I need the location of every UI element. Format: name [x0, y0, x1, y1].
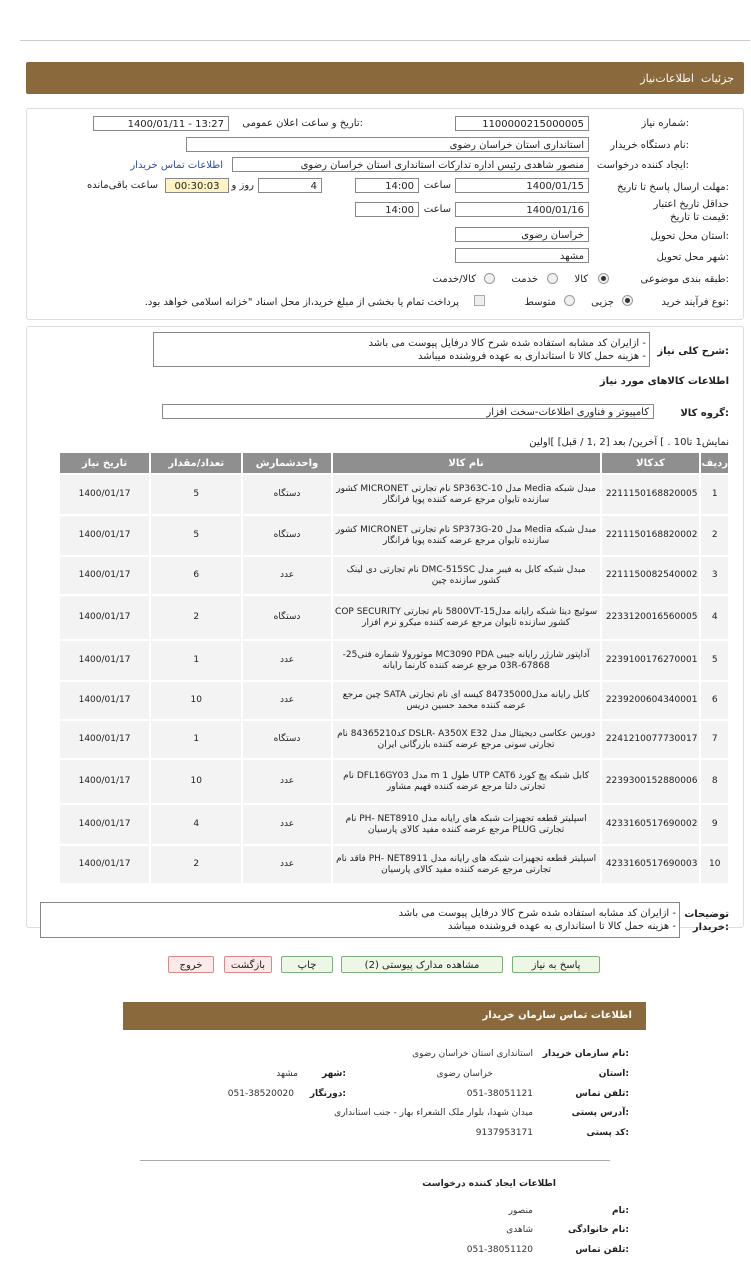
phone-label: تلفن تماس: [575, 1089, 629, 1099]
days-label: روز و [231, 180, 254, 191]
org-value: استانداری استان خراسان رضوی [412, 1049, 533, 1059]
cell-code: 4233160517690003 [602, 846, 700, 883]
phone-value: 051-38051121 [466, 1089, 533, 1099]
cell-qty: 1 [151, 641, 241, 680]
summary-line-2: - هزینه حمل کالا تا استانداری به عهده فروشنده میباشد [417, 351, 646, 362]
cell-unit: دستگاه [243, 721, 330, 758]
cell-code: 2211150168820005 [602, 475, 700, 514]
col-date: تاریخ نیاز [60, 453, 149, 473]
cell-unit: عدد [243, 805, 330, 844]
print-button[interactable]: چاپ [281, 956, 333, 973]
paging[interactable]: نمایش1 تا10 . ] آخرین/ بعد [2 ,1 / قبل] ]اولین [529, 437, 729, 448]
col-row: ردیف [701, 453, 728, 473]
top-divider [20, 40, 750, 41]
cell-unit: عدد [243, 641, 330, 680]
province-label: استان محل تحویل: [650, 231, 729, 242]
cell-date: 1400/01/17 [60, 721, 149, 758]
validity-label: حداقل تاریخ اعتبار قیمت تا تاریخ: [653, 199, 729, 223]
table-row [60, 596, 728, 639]
validity-time-field: 14:00 [355, 202, 419, 217]
cell-row: 10 [701, 846, 728, 883]
creator-info-title: اطلاعات ایجاد کننده درخواست [422, 1179, 556, 1189]
creator-phone-label: تلفن تماس: [575, 1245, 629, 1255]
table-header-row [60, 453, 728, 473]
category-label: طبقه بندی موضوعی: [640, 274, 729, 285]
buyer-org-label: نام دستگاه خریدار: [610, 140, 689, 151]
table-row [60, 846, 728, 883]
cell-name: کابل رایانه مدل84735000 کیسه ای نام تجارتی SATA چین مرجع عرضه کننده محمد حسین دریس [333, 682, 600, 719]
deadline-time-label: ساعت [423, 180, 451, 191]
header-bar [26, 62, 744, 94]
cell-name: مبدل شبکه Media مدل SP363C-10 نام تجارتی MICRONET کشور سازنده تایوان مرجع عرضه کننده پویا فرانگار [333, 475, 600, 514]
cell-unit: عدد [243, 682, 330, 719]
creator-phone-value: 051-38051120 [466, 1245, 533, 1255]
cell-name: کابل شبکه پچ کورد UTP CAT6 طول 1 m مدل DFL16GY03 نام تجارتی دلتا مرجع عرضه کننده فهیم مشاور [333, 760, 600, 803]
category-goods-service-label: کالا/خدمت [432, 274, 476, 285]
postal-label: کد پستی: [586, 1128, 629, 1138]
contact-city-value: مشهد [276, 1069, 298, 1079]
col-name: نام کالا [333, 453, 600, 473]
cell-row: 6 [701, 682, 728, 719]
contact-divider [140, 1160, 610, 1161]
city-label: شهر محل تحویل: [656, 252, 729, 263]
cell-name: مبدل شبکه کابل به فیبر مدل DMC-515SC نام تجارتی دی لینک کشور سازنده چین [333, 557, 600, 594]
postal-value: 9137953171 [475, 1128, 533, 1138]
cell-row: 5 [701, 641, 728, 680]
cell-code: 2239300152880006 [602, 760, 700, 803]
cell-code: 2241210077730017 [602, 721, 700, 758]
goods-group-field: کامپیوتر و فناوری اطلاعات-سخت افزار [162, 404, 654, 419]
treasury-checkbox[interactable] [474, 295, 485, 306]
cell-row: 1 [701, 475, 728, 514]
cell-qty: 2 [151, 596, 241, 639]
validity-date-field: 1400/01/16 [455, 202, 589, 217]
table-row [60, 475, 728, 514]
cell-date: 1400/01/17 [60, 682, 149, 719]
cell-qty: 5 [151, 475, 241, 514]
cell-qty: 10 [151, 682, 241, 719]
goods-table [58, 451, 730, 885]
creator-label: ایجاد کننده درخواست: [596, 160, 689, 171]
cell-date: 1400/01/17 [60, 641, 149, 680]
buyer-notes-label: توضیحات خریدار: [684, 909, 729, 933]
cell-row: 8 [701, 760, 728, 803]
cell-date: 1400/01/17 [60, 760, 149, 803]
reply-button[interactable]: پاسخ به نیاز [512, 956, 600, 973]
cell-unit: دستگاه [243, 516, 330, 555]
category-goods-label: کالا [574, 274, 588, 285]
goods-group-label: گروه کالا: [680, 408, 729, 419]
need-number-field: 1100000215000005 [455, 116, 589, 131]
buyer-notes-line-1: - ازایران کد مشابه استفاده شده شرح کالا درفایل پیوست می باشد [398, 908, 676, 919]
creator-name-label: نام: [612, 1206, 629, 1216]
creator-family-value: شاهدی [506, 1225, 533, 1235]
cell-qty: 1 [151, 721, 241, 758]
process-medium-label: متوسط [524, 297, 556, 308]
cell-date: 1400/01/17 [60, 846, 149, 883]
cell-row: 7 [701, 721, 728, 758]
contact-province-value: خراسان رضوی [436, 1069, 493, 1079]
table-row [60, 805, 728, 844]
address-label: آدرس پستی: [571, 1108, 629, 1118]
contact-title: اطلاعات تماس سازمان خریدار [482, 1010, 632, 1021]
process-medium-radio[interactable] [564, 295, 575, 306]
cell-date: 1400/01/17 [60, 557, 149, 594]
cell-row: 9 [701, 805, 728, 844]
col-qty: تعداد/مقدار [151, 453, 241, 473]
need-number-label: شماره نیاز: [641, 118, 689, 129]
creator-name-value: منصور [508, 1206, 533, 1216]
cell-qty: 4 [151, 805, 241, 844]
cell-code: 2239100176270001 [602, 641, 700, 680]
col-code: کدکالا [602, 453, 700, 473]
cell-date: 1400/01/17 [60, 596, 149, 639]
table-row [60, 760, 728, 803]
cell-name: مبدل شبکه Media مدل SP373G-20 نام تجارتی MICRONET کشور سازنده تایوان مرجع عرضه کننده پویا فرانگار [333, 516, 600, 555]
tab-need-info[interactable]: اطلاعات‌نیاز [640, 72, 694, 85]
address-value: میدان شهدا، بلوار ملک الشعراء بهار - جنب استانداری [334, 1108, 533, 1118]
attachments-button[interactable]: مشاهده مدارک پیوستی (2) [341, 956, 503, 973]
creator-family-label: نام خانوادگی: [567, 1225, 629, 1235]
cell-qty: 10 [151, 760, 241, 803]
exit-button[interactable]: خروج [168, 956, 214, 973]
contact-province-label: استان: [598, 1069, 629, 1079]
cell-qty: 6 [151, 557, 241, 594]
fax-label: دورنگار: [309, 1089, 346, 1099]
category-goods-service-radio[interactable] [484, 273, 495, 284]
buyer-notes-line-2: - هزینه حمل کالا تا استانداری به عهده فروشنده میباشد [447, 921, 676, 932]
cell-row: 3 [701, 557, 728, 594]
cell-row: 2 [701, 516, 728, 555]
deadline-date-field: 1400/01/15 [455, 178, 589, 193]
cell-name: اسپلیتر قطعه تجهیزات شبکه های رایانه مدل PH- NET8910 نام تجارتی PLUG مرجع عرضه کننده مفید کالای پارسیان [333, 805, 600, 844]
announce-field: 1400/01/11 - 13:27 [93, 116, 229, 131]
cell-code: 2233120016560005 [602, 596, 700, 639]
cell-name: سوئیچ دیتا شبکه رایانه مدل15-5800VT نام تجارتی COP SECURITY کشور سازنده تایوان مرجع عرضه کننده میکرو نرم افزار [333, 596, 600, 639]
buyer-contact-link[interactable]: اطلاعات تماس خریدار [130, 160, 223, 171]
org-label: نام سازمان خریدار: [542, 1049, 629, 1059]
remaining-timer: 00:30:03 [165, 178, 229, 193]
cell-name: اسپلیتر قطعه تجهیزات شبکه های رایانه مدل PH- NET8911 فاقد نام تجارتی مرجع عرضه کننده مفید کالای پارسیان [333, 846, 600, 883]
cell-date: 1400/01/17 [60, 805, 149, 844]
cell-name: آداپتور شارژر رایانه جیبی MC3090 PDA موتورولا شماره فنی25-67868-03R مرجع عرضه کننده کارنما رایانه [333, 641, 600, 680]
process-label: نوع فرآیند خرید: [661, 297, 729, 308]
back-button[interactable]: بازگشت [224, 956, 272, 973]
cell-code: 2211150082540002 [602, 557, 700, 594]
cell-unit: عدد [243, 760, 330, 803]
city-field: مشهد [455, 248, 589, 263]
table-row [60, 721, 728, 758]
col-unit: واحدشمارش [243, 453, 330, 473]
payment-note: پرداخت تمام یا بخشی از مبلغ خرید،از محل اسناد "خزانه اسلامی خواهد بود. [144, 297, 459, 308]
cell-unit: دستگاه [243, 475, 330, 514]
cell-row: 4 [701, 596, 728, 639]
buyer-org-field: استانداری استان خراسان رضوی [186, 137, 589, 152]
table-row [60, 557, 728, 594]
table-row [60, 516, 728, 555]
cell-qty: 2 [151, 846, 241, 883]
remaining-label: ساعت باقی‌مانده [86, 180, 158, 191]
contact-city-label: شهر: [322, 1069, 346, 1079]
cell-unit: عدد [243, 846, 330, 883]
goods-info-title: اطلاعات کالاهای مورد نیاز [599, 376, 729, 387]
contact-header [123, 1002, 646, 1030]
category-service-radio[interactable] [547, 273, 558, 284]
cell-unit: عدد [243, 557, 330, 594]
category-goods-radio[interactable] [598, 273, 609, 284]
cell-qty: 5 [151, 516, 241, 555]
table-row [60, 641, 728, 680]
province-field: خراسان رضوی [455, 227, 589, 242]
days-field: 4 [258, 178, 322, 193]
announce-label: تاریخ و ساعت اعلان عمومی: [242, 118, 363, 129]
cell-code: 4233160517690002 [602, 805, 700, 844]
cell-code: 2239200604340001 [602, 682, 700, 719]
process-partial-radio[interactable] [622, 295, 633, 306]
cell-date: 1400/01/17 [60, 475, 149, 514]
summary-line-1: - ازایران کد مشابه استفاده شده شرح کالا درفایل پیوست می باشد [368, 338, 646, 349]
deadline-label: مهلت ارسال پاسخ تا تاریخ: [617, 182, 729, 193]
table-row [60, 682, 728, 719]
cell-name: دوربین عکاسی دیجیتال مدل DSLR- A350X E32 کد84365210 نام تجارتی سونی مرجع عرضه کننده بازرگانی ایران [333, 721, 600, 758]
deadline-time-field: 14:00 [355, 178, 419, 193]
process-partial-label: جزیی [591, 297, 614, 308]
cell-date: 1400/01/17 [60, 516, 149, 555]
fax-value: 051-38520020 [227, 1089, 294, 1099]
tab-details[interactable]: جزئیات [701, 72, 734, 85]
creator-field: منصور شاهدی رئیس اداره تدارکات استانداری استان خراسان رضوی [232, 157, 589, 172]
category-service-label: خدمت [511, 274, 538, 285]
cell-code: 2211150168820002 [602, 516, 700, 555]
validity-time-label: ساعت [423, 204, 451, 215]
summary-label: شرح کلی نیاز: [657, 346, 729, 357]
cell-unit: دستگاه [243, 596, 330, 639]
